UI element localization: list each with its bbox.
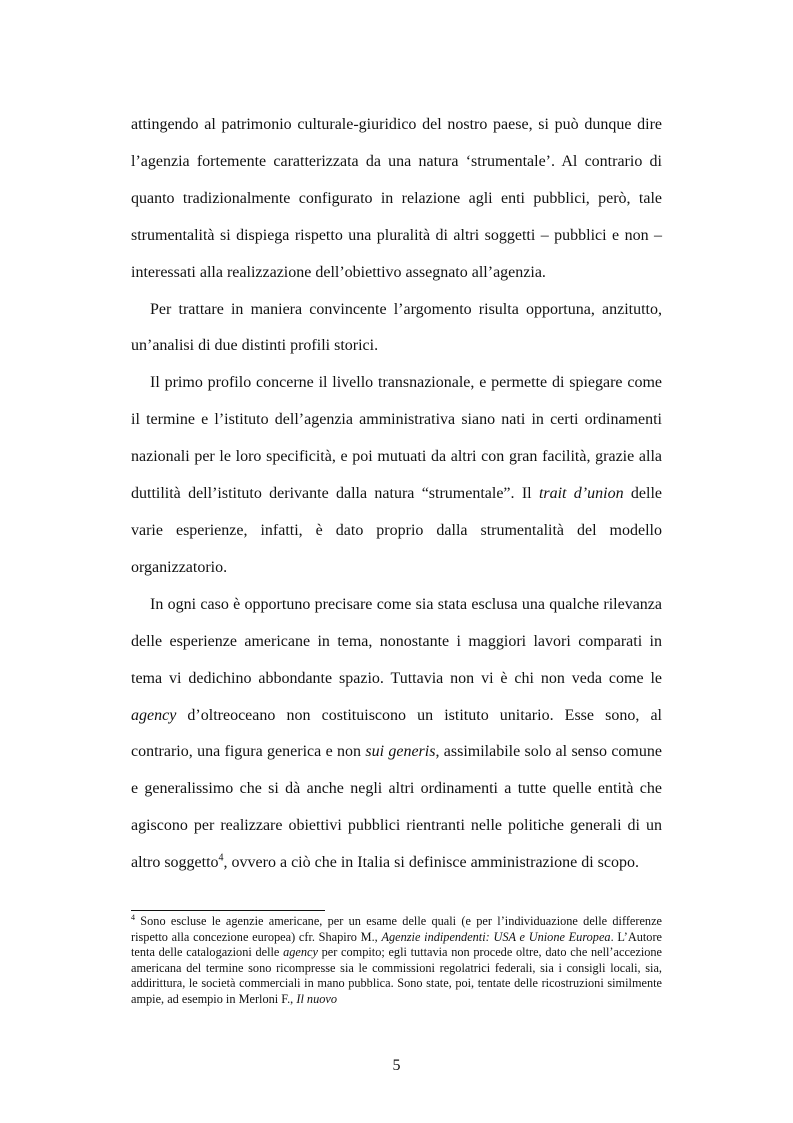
text-run: , ovvero a ciò che in Italia si definisce amministrazione di scopo. (223, 854, 639, 872)
italic-text: sui generis (365, 743, 436, 761)
text-run: Sono escluse le agenzie americane, per un esame delle quali (e per l’individuazione delle differenze rispetto alla concezione europea) cfr. Shapiro M., (131, 914, 662, 944)
italic-text: agency (131, 706, 177, 724)
italic-text: trait d’union (538, 485, 624, 503)
italic-text: agency (283, 945, 318, 960)
text-run: delle varie esperienze, infatti, è dato proprio dalla strumentalità del modello organizzatorio. (131, 485, 662, 576)
text-run: In ogni caso è opportuno precisare come sia stata esclusa una qualche rilevanza delle esperienze americane in tema, nonostante i maggiori lavori comparati in tema vi dedichino abbondante spazio. Tuttavia non vi è chi non veda come le (131, 595, 662, 687)
italic-text: Il nuovo (296, 991, 337, 1006)
text-run: per compito; egli tuttavia non procede oltre, dato che nell’accezione americana del termine sono ricompresse sia le commissioni regolatrici federali, sia i consigli locali, sia, addirittura, le società commerciali in mano pubblica. Sono state, poi, tentate delle ricostruzioni similmente ampie, ad esempio in Merloni F., (131, 945, 662, 1006)
footnote-separator (131, 910, 325, 911)
body-text (131, 107, 662, 882)
text-run: , assimilabile solo al senso comune e generalissimo che si dà anche negli altri ordinamenti a tutte quelle entità che agiscono per realizzare obiettivi pubblici rientranti nelle politiche generali di un altro soggetto (131, 743, 662, 872)
paragraph (131, 365, 662, 586)
text-run: Il primo profilo concerne il livello transnazionale, e permette di spiegare come il termine e l’istituto dell’agenzia amministrativa siano nati in certi ordinamenti nazionali per le loro specificità, e poi mutuati da altri con gran facilità, grazie alla duttilità dell’istituto derivante dalla natura “strumentale”. Il (131, 374, 662, 503)
footnote-reference: 4 (218, 852, 224, 864)
italic-text: Agenzie indipendenti: USA e Unione Europea (381, 929, 611, 944)
paragraph (131, 292, 662, 366)
footnote-marker: 4 (131, 912, 135, 922)
page-number: 5 (392, 1057, 401, 1074)
footnote-4 (131, 914, 662, 1008)
text-run: Per trattare in maniera convincente l’argomento risulta opportuna, anzitutto, un’analisi di due distinti profili storici. (131, 300, 662, 355)
text-run: d’oltreoceano non costituiscono un istituto unitario. Esse sono, al contrario, una figura generica e non (131, 706, 662, 761)
text-run: attingendo al patrimonio culturale-giuridico del nostro paese, si può dunque dire l’agenzia fortemente caratterizzata da una natura ‘strumentale’. Al contrario di quanto tradizionalmente configurato in relazione agli enti pubblici, però, tale strumentalità si dispiega rispetto una pluralità di altri soggetti – pubblici e non – interessati alla realizzazione dell’obiettivo assegnato all’agenzia. (131, 116, 662, 281)
paragraph (131, 587, 662, 882)
text-run: . L’Autore tenta delle catalogazioni delle (131, 929, 662, 960)
paragraph (131, 107, 662, 292)
